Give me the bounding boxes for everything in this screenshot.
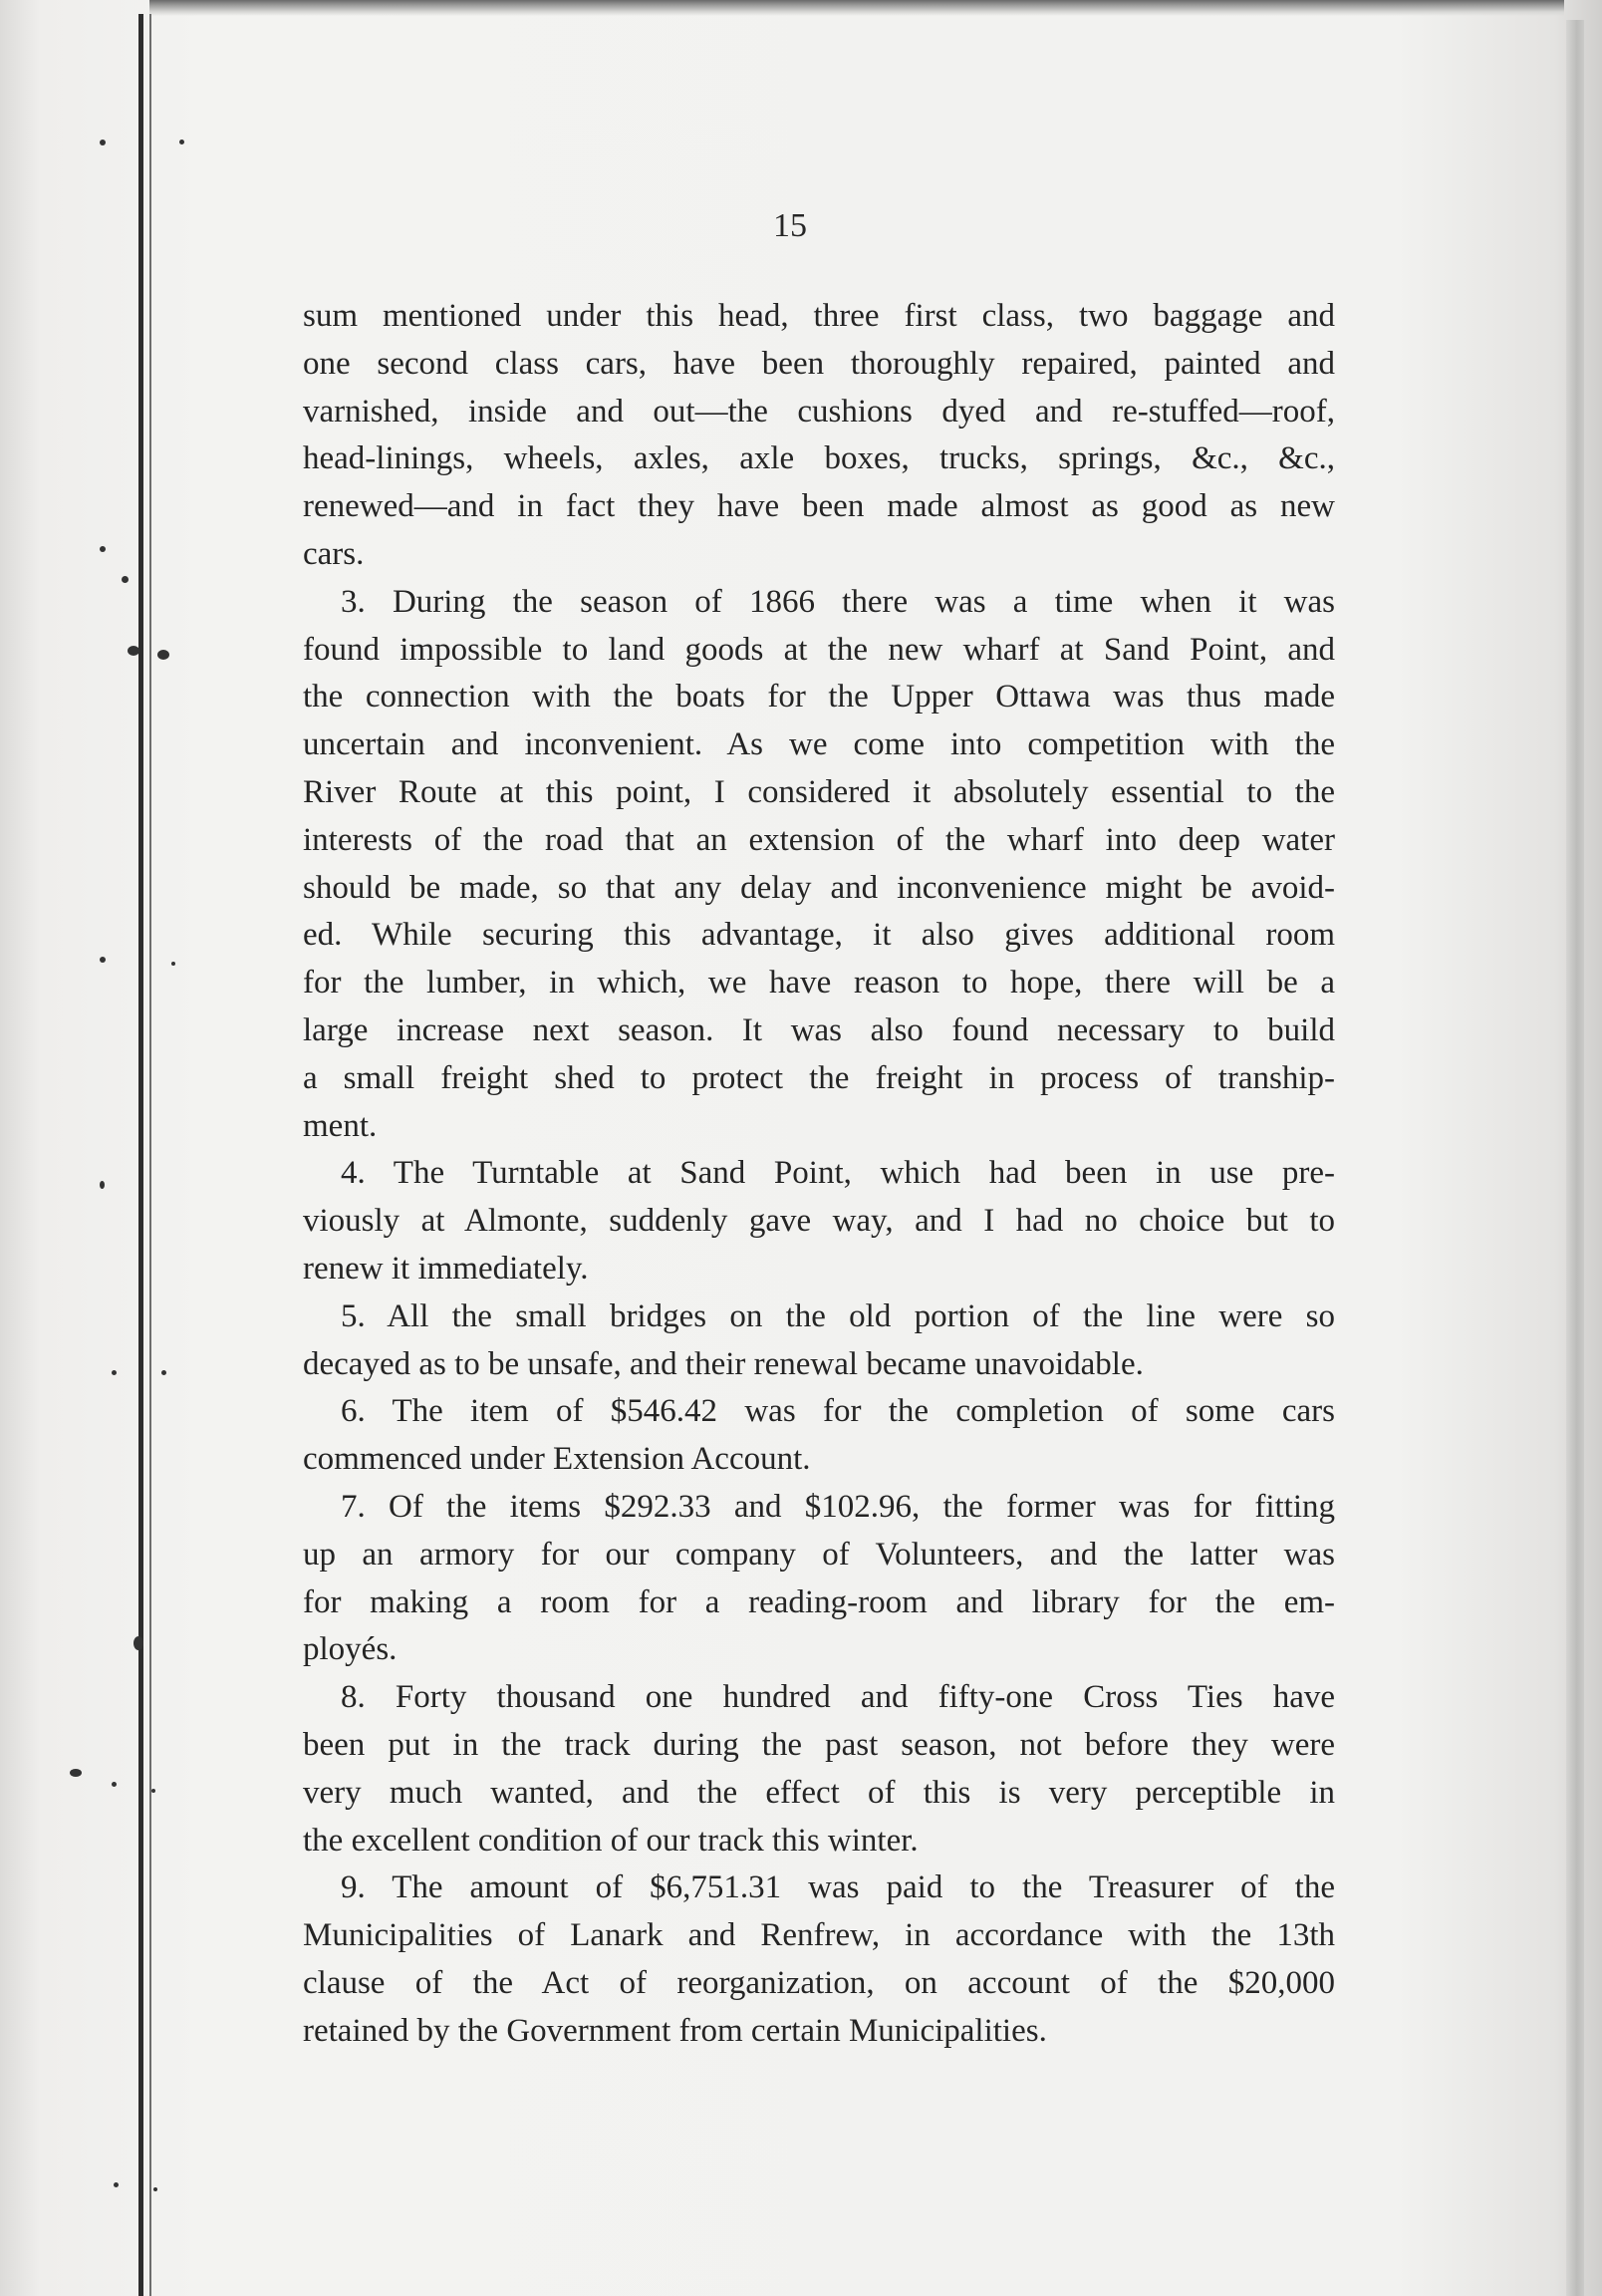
text-line: ployés.	[303, 1631, 398, 1668]
text-line: interests of the road that an extension of the wharf into deep water	[303, 821, 1335, 858]
text-line: viously at Almonte, suddenly gave way, and I had no choice but to	[303, 1203, 1335, 1240]
text-line: for the lumber, in which, we have reason to hope, there will be a	[303, 965, 1335, 1002]
text-line: been put in the track during the past season, not before they were	[303, 1726, 1335, 1763]
scan-speck	[122, 576, 129, 583]
scan-speck	[100, 957, 106, 963]
text-line: 3. During the season of 1866 there was a time when it was	[341, 583, 1335, 620]
scan-speck	[100, 546, 106, 552]
scan-speck	[134, 1636, 143, 1650]
page-right-edge	[1566, 20, 1584, 2296]
scan-speck	[161, 1370, 166, 1375]
text-line: commenced under Extension Account.	[303, 1441, 811, 1478]
scan-speck	[112, 1782, 117, 1787]
scan-speck	[171, 962, 175, 966]
text-line: large increase next season. It was also found necessary to build	[303, 1011, 1335, 1048]
text-line: renewed—and in fact they have been made almost as good as new	[303, 488, 1335, 525]
text-line: for making a room for a reading-room and library for the em-	[303, 1583, 1335, 1620]
scan-speck	[112, 1370, 117, 1375]
binding-edge-inner	[149, 14, 151, 2296]
scan-speck	[157, 650, 169, 660]
text-line: River Route at this point, I considered it absolutely essential to the	[303, 773, 1335, 810]
text-line: 5. All the small bridges on the old portion of the line were so	[341, 1297, 1335, 1334]
text-line: head-linings, wheels, axles, axle boxes, trucks, springs, &c., &c.,	[303, 440, 1335, 477]
text-line: ed. While securing this advantage, it also gives additional room	[303, 917, 1335, 954]
scan-speck	[114, 2182, 119, 2187]
body-text	[303, 293, 1335, 2055]
scan-speck	[100, 1181, 105, 1189]
page-number: 15	[773, 207, 807, 244]
text-line: 4. The Turntable at Sand Point, which had been in use pre-	[341, 1155, 1335, 1192]
text-line: the connection with the boats for the Upper Ottawa was thus made	[303, 679, 1335, 716]
text-line: varnished, inside and out—the cushions dyed and re-stuffed—roof,	[303, 393, 1335, 430]
scan-speck	[153, 2187, 157, 2191]
text-line: very much wanted, and the effect of this is very perceptible in	[303, 1774, 1335, 1811]
text-line: should be made, so that any delay and inconvenience might be avoid-	[303, 869, 1335, 906]
text-line: found impossible to land goods at the new wharf at Sand Point, and	[303, 631, 1335, 668]
scan-speck	[179, 140, 184, 144]
text-line: the excellent condition of our track this winter.	[303, 1822, 919, 1859]
text-line: a small freight shed to protect the freight in process of tranship-	[303, 1059, 1335, 1096]
text-line: Municipalities of Lanark and Renfrew, in accordance with the 13th	[303, 1917, 1335, 1954]
text-line: ment.	[303, 1107, 378, 1144]
text-line: uncertain and inconvenient. As we come into competition with the	[303, 726, 1335, 763]
page-top-edge-shadow	[149, 0, 1564, 16]
text-line: clause of the Act of reorganization, on account of the $20,000	[303, 1964, 1335, 2001]
text-line: decayed as to be unsafe, and their renewal became unavoidable.	[303, 1345, 1144, 1382]
binding-edge	[138, 14, 143, 2296]
scan-speck	[100, 140, 106, 145]
text-line: cars.	[303, 535, 365, 572]
text-line: one second class cars, have been thoroughly repaired, painted and	[303, 345, 1335, 382]
text-line: retained by the Government from certain Municipalities.	[303, 2012, 1047, 2049]
scan-speck	[70, 1769, 82, 1777]
text-line: 8. Forty thousand one hundred and fifty-one Cross Ties have	[341, 1679, 1335, 1716]
text-line: 7. Of the items $292.33 and $102.96, the former was for fitting	[341, 1488, 1335, 1525]
scan-speck	[128, 646, 139, 656]
text-line: up an armory for our company of Volunteers, and the latter was	[303, 1536, 1335, 1573]
text-line: 9. The amount of $6,751.31 was paid to the Treasurer of the	[341, 1869, 1335, 1906]
text-line: sum mentioned under this head, three first class, two baggage and	[303, 298, 1335, 334]
text-line: renew it immediately.	[303, 1250, 589, 1287]
scan-speck	[151, 1789, 155, 1793]
text-line: 6. The item of $546.42 was for the completion of some cars	[341, 1393, 1335, 1430]
